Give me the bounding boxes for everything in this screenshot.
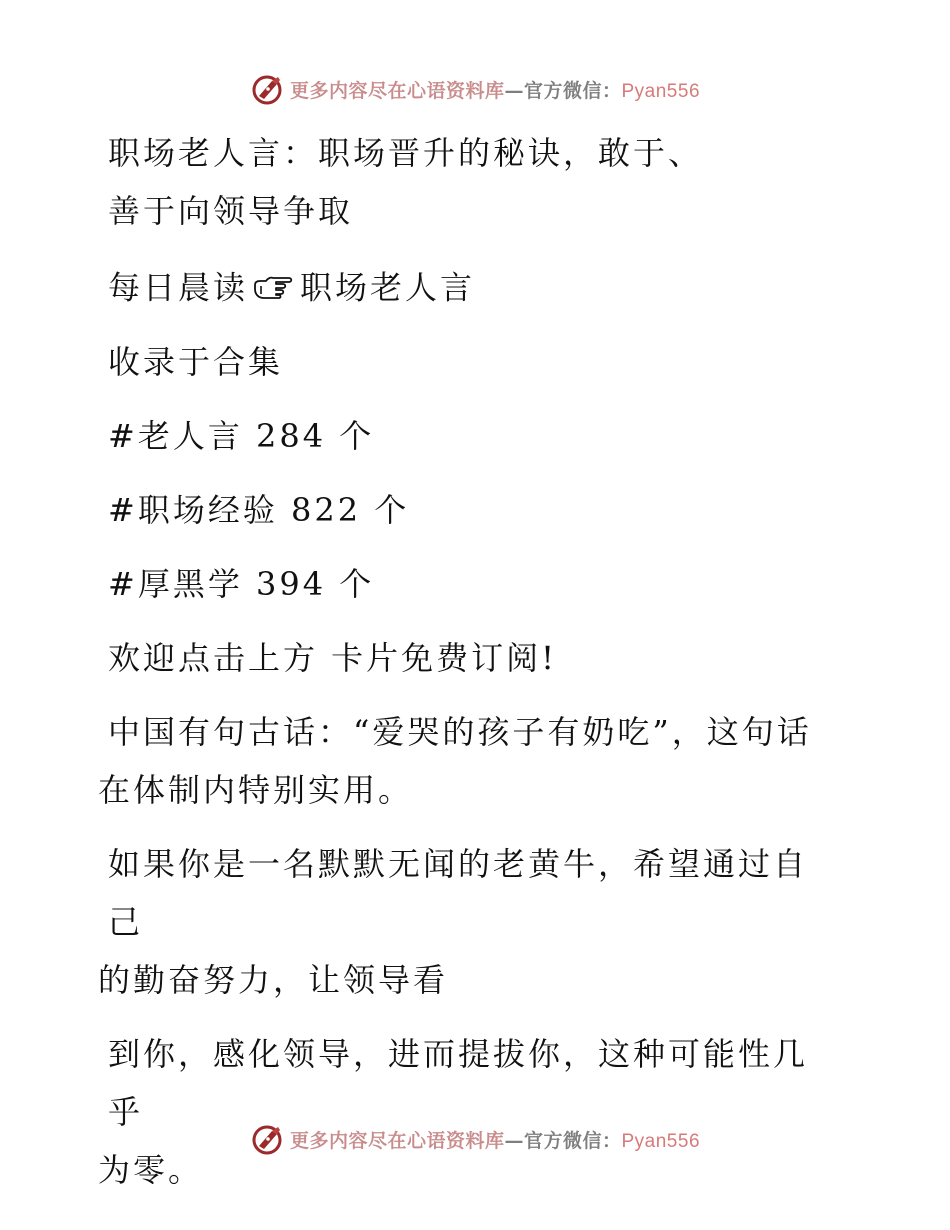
header-banner (0, 72, 950, 106)
tag-item[interactable]: #老人言 284 个 (108, 416, 375, 455)
banner-text (290, 1126, 700, 1153)
banner-site-name: 更多内容尽在心语资料库 (289, 79, 505, 102)
paragraph-2-line-1: 如果你是一名默默无闻的老黄牛，希望通过自己 (108, 844, 809, 941)
paragraph-3 (98, 1025, 833, 1199)
banner-site-name: 更多内容尽在心语资料库 (289, 1129, 505, 1152)
tag-item[interactable]: #职场经验 822 个 (108, 490, 410, 529)
collection-label: 收录于合集 (108, 342, 284, 381)
paragraph-2-line-2: 的勤奋努力，让领导看 (98, 960, 449, 999)
title-line-2: 善于向领导争取 (108, 192, 354, 230)
series-line (98, 256, 833, 317)
banner-wechat-label: —官方微信： (504, 79, 622, 102)
banner-wechat-id: Pyan556 (621, 80, 701, 102)
pen-nib-logo-icon (250, 72, 284, 106)
tag-item[interactable]: #厚黑学 394 个 (108, 564, 375, 603)
title-line-1: 职场老人言：职场晋升的秘诀，敢于、 (108, 134, 704, 172)
series-label: 每日晨读 (108, 268, 249, 307)
paragraph-3-line-2: 为零。 (98, 1150, 204, 1189)
series-name: 职场老人言 (300, 268, 476, 307)
paragraph-3-line-1: 到你，感化领导，进而提拔你，这种可能性几乎 (108, 1034, 809, 1131)
paragraph-2 (98, 835, 833, 1009)
pen-nib-logo-icon (250, 1122, 284, 1156)
pointing-hand-icon (252, 274, 294, 300)
paragraph-1-line-2: 在体制内特别实用。 (98, 770, 414, 809)
banner-wechat-label: —官方微信： (504, 1129, 622, 1152)
paragraph-1 (98, 703, 833, 819)
paragraph-1-line-1: 中国有句古话：“爱哭的孩子有奶吃”，这句话 (108, 712, 812, 751)
footer-banner (0, 1122, 950, 1156)
subscribe-prompt: 欢迎点击上方 卡片免费订阅! (108, 638, 558, 677)
banner-wechat-id: Pyan556 (621, 1130, 701, 1152)
document-body (98, 124, 833, 1199)
banner-text (290, 76, 700, 103)
